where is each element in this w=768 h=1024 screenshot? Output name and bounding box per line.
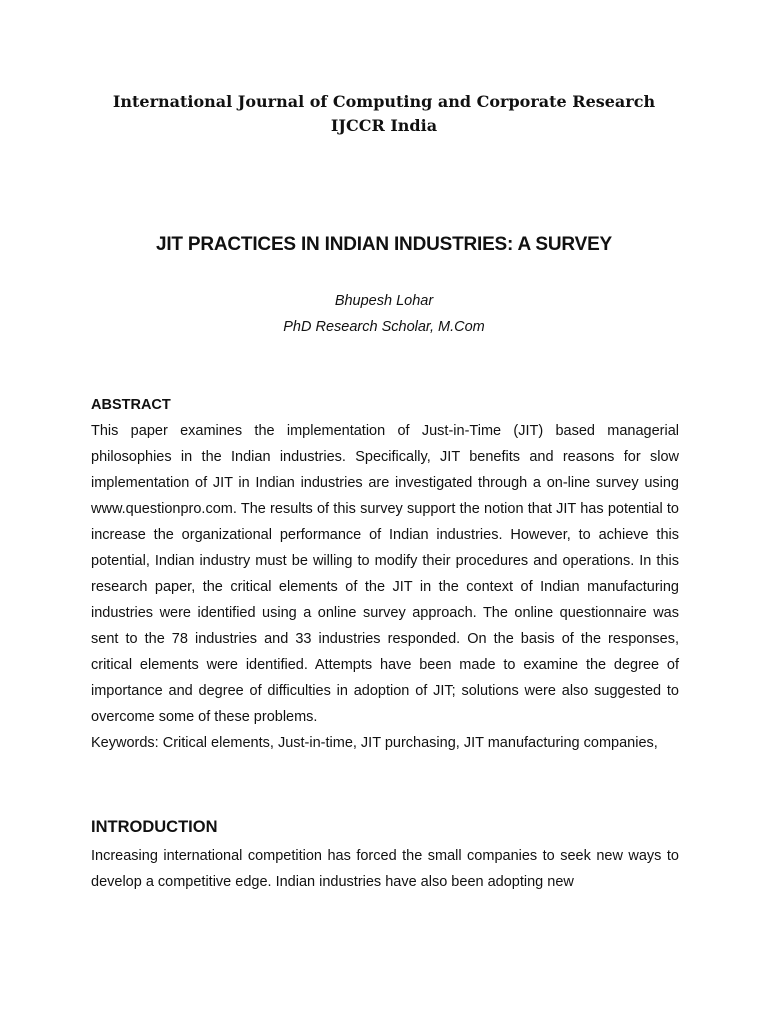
journal-edition: IJCCR India — [330, 116, 438, 135]
introduction-heading: INTRODUCTION — [91, 818, 218, 836]
author-name: Bhupesh Lohar — [334, 293, 434, 309]
abstract-heading: ABSTRACT — [91, 397, 171, 413]
author-affiliation: PhD Research Scholar, M.Com — [283, 319, 485, 335]
keywords: Keywords: Critical elements, Just-in-time, JIT purchasing, JIT manufacturing companies, — [91, 735, 658, 751]
introduction-body: Increasing international competition has forced the small companies to seek new ways to develop a competitive edge. Indian industries have also been adopting new — [91, 848, 679, 890]
journal-name: International Journal of Computing and Corporate Research — [112, 92, 656, 111]
abstract-body: This paper examines the implementation of Just-in-Time (JIT) based managerial philosophies in the Indian industries. Specifically, JIT benefits and reasons for slow implementation of JIT in Indian industries are investigated through a on-line survey using www.questionpro.com. The results of this survey support the notion that JIT has potential to increase the organizational performance of Indian industries. However, to achieve this potential, Indian industry must be willing to modify their procedures and operations. In this research paper, the critical elements of the JIT in the context of Indian manufacturing industries were identified using a online survey approach. The online questionnaire was sent to the 78 industries and 33 industries responded. On the basis of the responses, critical elements were identified. Attempts have been made to examine the degree of importance and degree of difficulties in adoption of JIT; solutions were also suggested to overcome some of these problems. — [91, 423, 679, 725]
paper-title: JIT PRACTICES IN INDIAN INDUSTRIES: A SURVEY — [155, 234, 613, 255]
